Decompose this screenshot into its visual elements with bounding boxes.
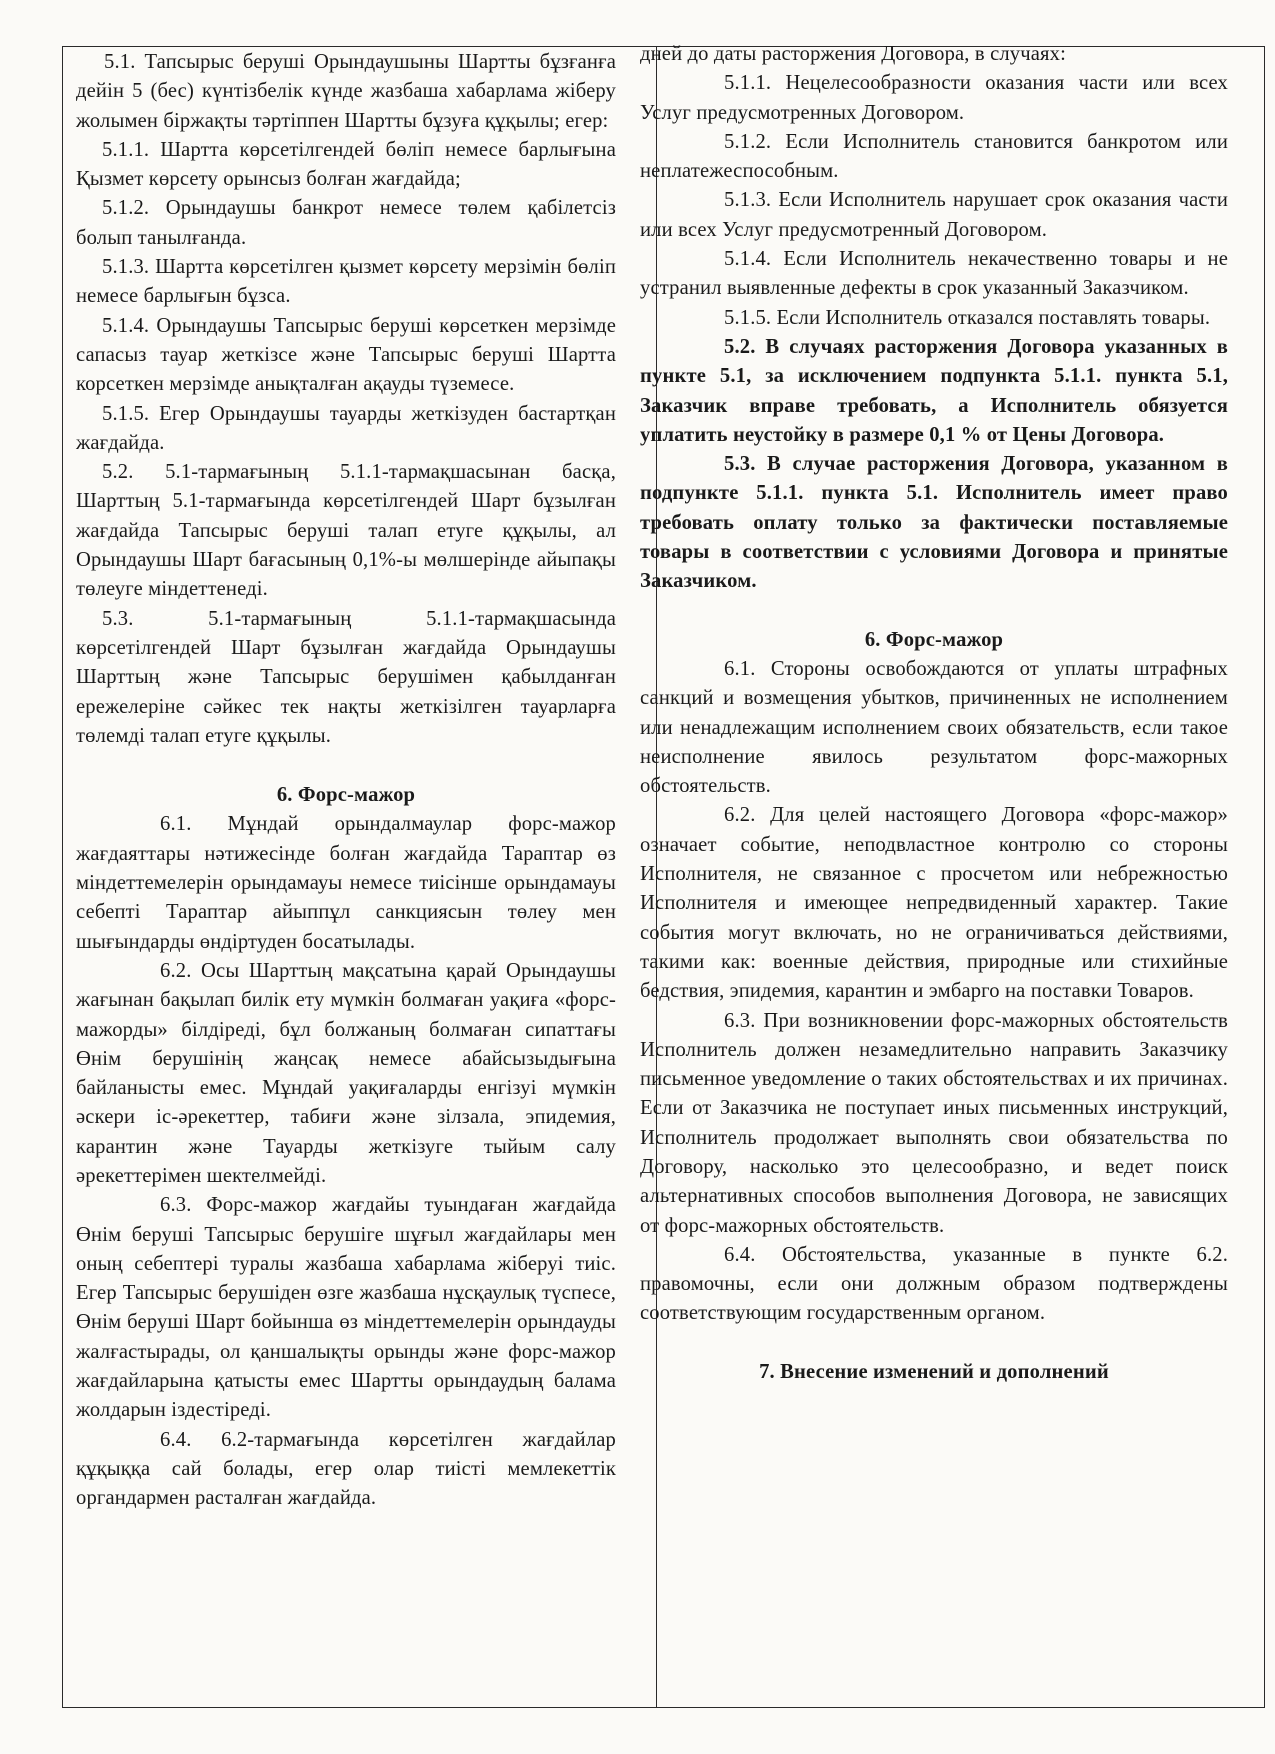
section-7-heading-ru: 7. Внесение изменений и дополнений: [759, 1360, 1109, 1383]
clause-5-1-1-ru: 5.1.1. Нецелесообразности оказания части или всех Услуг предусмотренных Договором.: [640, 72, 1228, 124]
clause-6-4-kz: 6.4. 6.2-тармағында көрсетілген жағдайлар құқыққа сай болады, егер олар тиісті мемлекеттік органдармен расталған жағдайда.: [76, 1428, 616, 1510]
kazakh-column: [76, 48, 616, 1514]
clause-5-1-3-kz: 5.1.3. Шартта көрсетілген қызмет көрсету мерзімін бөліп немесе барлығын бұзса.: [76, 256, 616, 308]
clause-6-4-ru: 6.4. Обстоятельства, указанные в пункте 6.2. правомочны, если они должным образом подтверждены соответствующим государственным органом.: [640, 1243, 1228, 1325]
clause-6-3-kz: 6.3. Форс-мажор жағдайы туындаған жағдайда Өнім беруші Тапсырыс берушіге шұғыл жағдайлары мен оның себептері туралы жазбаша хабарлама жіберуі тиіс. Егер Тапсырыс берушіден өзге жазбаша нұсқаулық түспесе, Өнім беруші Шарт бойынша өз міндеттемелерін орындауды жалғастырады, ол қаншалықты орынды және форс-мажор жағдайларына қатысты емес Шартты орындаудың балама жолдарын іздестіреді.: [76, 1194, 616, 1422]
clause-5-1-continuation-ru: дней до даты расторжения Договора, в случаях:: [640, 43, 1066, 65]
clause-5-3-kz: 5.3. 5.1-тармағының 5.1.1-тармақшасында көрсетілгендей Шарт бұзылған жағдайда Орындаушы Шарттың және Тапсырыс берушімен қабылданған ережелеріне сәйкес тек нақты жеткізілген тауарларға төлемді талап етуге құқылы.: [76, 607, 616, 747]
clause-5-1-4-kz: 5.1.4. Орындаушы Тапсырыс беруші көрсеткен мерзімде сапасыз тауар жеткізсе және Тапсырыс беруші Шартта корсеткен мерзімде анықталған ақауды түземесе.: [76, 314, 616, 396]
clause-5-1-4-ru: 5.1.4. Если Исполнитель некачественно товары и не устранил выявленные дефекты в срок указанный Заказчиком.: [640, 248, 1228, 300]
clause-5-1-kz: 5.1. Тапсырыс беруші Орындаушыны Шартты бұзғанға дейін 5 (бес) күнтізбелік күнде жазбаша хабарлама жіберу жолымен біржақты тәртіппен Шартты бұзуға құқылы; егер:: [76, 51, 616, 132]
clause-6-1-ru: 6.1. Стороны освобождаются от уплаты штрафных санкций и возмещения убытков, причиненных не исполнением или ненадлежащим исполнением своих обязательств, если такое неисполнение явилось результатом форс-мажорных обстоятельств.: [640, 657, 1228, 798]
russian-column: [640, 40, 1228, 1387]
section-6-heading-ru: 6. Форс-мажор: [864, 628, 1004, 651]
clause-5-3-ru: 5.3. В случае расторжения Договора, указанном в подпункте 5.1.1. пункта 5.1. Исполнитель имеет право требовать оплату только за фактически поставляемые товары в соответствии с условиями Договора и принятые Заказчиком.: [640, 453, 1228, 593]
clause-6-2-ru: 6.2. Для целей настоящего Договора «форс-мажор» означает событие, неподвластное контролю со стороны Исполнителя, не связанное с просчетом или небрежностью Исполнителя и имеющее непредвиденный характер. Такие события могут включать, но не ограничиваться действиями, такими как: военные действия, природные или стихийные бедствия, эпидемия, карантин и эмбарго на поставки Товаров.: [640, 804, 1228, 1003]
clause-5-1-5-ru: 5.1.5. Если Исполнитель отказался поставлять товары.: [724, 306, 1211, 329]
clause-5-1-3-ru: 5.1.3. Если Исполнитель нарушает срок оказания части или всех Услуг предусмотренный Договором.: [640, 189, 1228, 241]
clause-5-2-ru: 5.2. В случаях расторжения Договора указанных в пункте 5.1, за исключением подпункта 5.1.1. пункта 5.1, Заказчик вправе требовать, а Исполнитель обязуется уплатить неустойку в размере 0,1 % от Цены Договора.: [640, 335, 1228, 446]
clause-5-1-1-kz: 5.1.1. Шартта көрсетілгендей бөліп немесе барлығына Қызмет көрсету орынсыз болған жағдайда;: [76, 138, 616, 191]
clause-5-1-2-kz: 5.1.2. Орындаушы банкрот немесе төлем қабілетсіз болып танылғанда.: [76, 197, 616, 249]
clause-6-2-kz: 6.2. Осы Шарттың мақсатына қарай Орындаушы жағынан бақылап билік ету мүмкін болмаған уақиға «форс-мажорды» білдіреді, бұл болжаның болмаған сипаттағы Өнім берушінің жаңсақ немесе абайсызыдығына байланысты емес. Мұндай уақиғаларды енгізуі мүмкін әскери іс-әрекеттер, табиғи және зілзала, эпидемия, карантин және Тауарды жеткізуге тыйым салу әрекеттерімен шектелмейді.: [76, 959, 616, 1187]
clause-5-2-kz: 5.2. 5.1-тармағының 5.1.1-тармақшасынан басқа, Шарттың 5.1-тармағында көрсетілгендей Шарт бұзылған жағдайда Тапсырыс беруші талап етуге құқылы, ал Орындаушы Шарт бағасының 0,1%-ы мөлшерінде айыпақы төлеуге міндеттенеді.: [76, 461, 616, 601]
clause-5-1-5-kz: 5.1.5. Егер Орындаушы тауарды жеткізуден бастартқан жағдайда.: [76, 402, 616, 454]
clause-6-1-kz: 6.1. Мұндай орындалмаулар форс-мажор жағдаяттары нәтижесінде болған жағдайда Тараптар өз міндеттемелерін орындамауы немесе тиісінше орындамауы себепті Тараптар айыппұл санкциясын төлеу мен шығындарды өндіртуден босатылады.: [76, 813, 616, 953]
clause-6-3-ru: 6.3. При возникновении форс-мажорных обстоятельств Исполнитель должен незамедлительно направить Заказчику письменное уведомление о таких обстоятельствах и их причинах. Если от Заказчика не поступает иных письменных инструкций, Исполнитель продолжает выполнять свои обязательства по Договору, насколько это целесообразно, и ведет поиск альтернативных способов выполнения Договора, не зависящих от форс-мажорных обстоятельств.: [640, 1009, 1228, 1237]
section-6-heading-kz: 6. Форс-мажор: [276, 784, 416, 807]
clause-5-1-2-ru: 5.1.2. Если Исполнитель становится банкротом или неплатежеспособным.: [640, 130, 1228, 183]
